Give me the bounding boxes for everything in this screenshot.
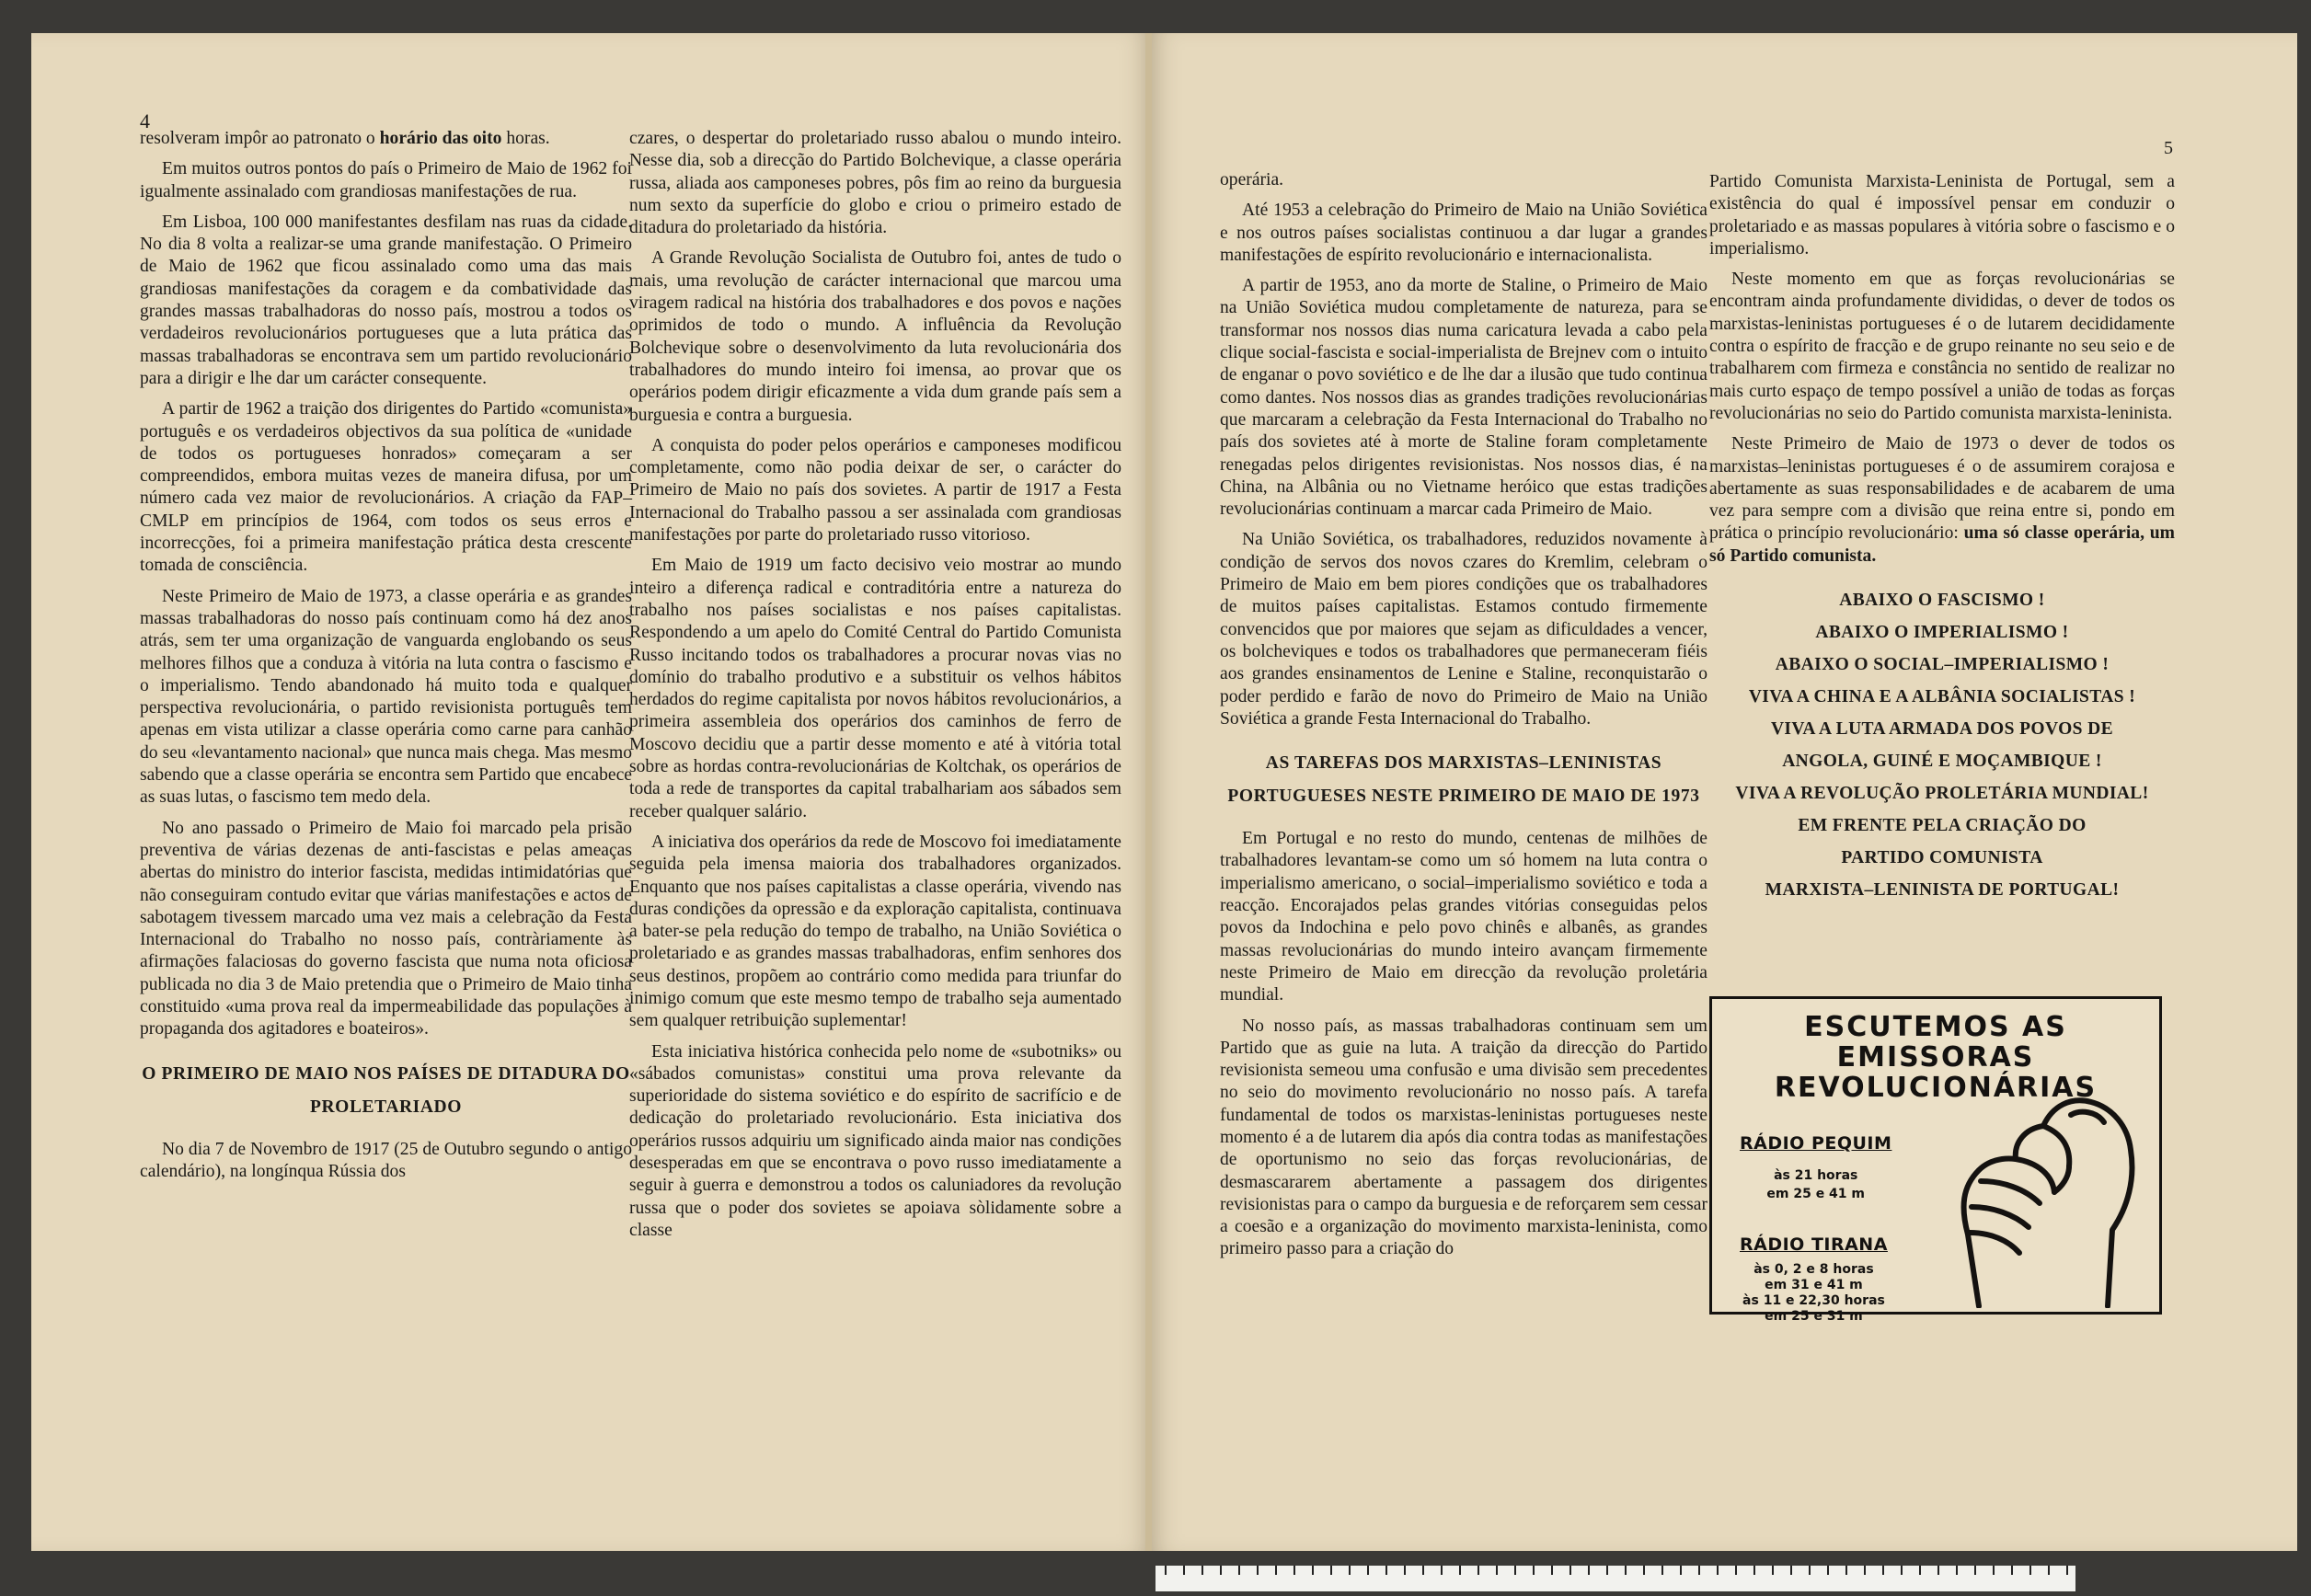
ruler-tick [1312, 1566, 1314, 1575]
paragraph [1709, 269, 2175, 425]
slogans-block [1709, 584, 2175, 906]
slogan-line: ANGOLA, GUINÉ E MOÇAMBIQUE ! [1782, 752, 2102, 772]
paragraph-text: Esta iniciativa histórica conhecida pelo nome de «subotniks» ou «sábados comunistas» constitui uma prova relevante da superioridade do sistema soviético e do espírito de sacrifício e de dedicação do proletariado revolucionário. Esta iniciativa dos operários russos adquiriu um significado ainda maior nas condições desesperadas em que se encontrava o povo russo imediatamente a seguir à guerra e demonstrou a todos os caluniadores da revolução russa que o poder dos sovietes se apoiava sòlidamente sobre a classe [629, 1041, 1121, 1240]
paragraph-text: Neste Primeiro de Maio de 1973 o dever de todos os marxistas–leninistas portugueses é o de assumirem corajosa e abertamente as suas responsabilidades e de acabarem de uma vez para sempre com a divisão que reina entre si, pondo em prática o princípio revolucionário: [1709, 434, 2175, 544]
paragraph [629, 555, 1121, 823]
slogan-line: ABAIXO O SOCIAL–IMPERIALISMO ! [1775, 655, 2110, 675]
paragraph-text: A conquista do poder pelos operários e camponeses modificou completamente, como não podia deixar de ser, o carácter do Primeiro de Maio no país dos sovietes. A partir de 1917 a Festa Internacional do Trabalho passou a ser assinalada com grandiosas manifestações por parte do proletariado russo vitorioso. [629, 435, 1121, 545]
ruler-tick [1772, 1566, 1774, 1575]
paragraph-text: Até 1953 a celebração do Primeiro de Maio na União Soviética e nos outros países socialistas continuou a dar lugar a grandes manifestações de espírito revolucionário e internacionalista. [1220, 201, 1707, 265]
paragraph [1220, 1016, 1707, 1261]
ruler-tick [1698, 1566, 1700, 1575]
ruler-tick [1625, 1566, 1627, 1575]
ruler-tick [1477, 1566, 1479, 1575]
paragraph-text: Na União Soviética, os trabalhadores, reduzidos novamente à condição de servos dos novos czares do Kremlim, celebram o Primeiro de Maio em bem piores condições que os trabalhadores de muitos países capitalistas. Estamos contudo firmemente convencidos que por maiores que sejam as dificuldades a vencer, os bolcheviques e todos os trabalhadores que permaneceram fiéis aos grandes ensinamentos de Lenine e Staline, reconquistarão o poder perdido e farão de novo do Primeiro de Maio na União Soviética a grande Festa Internacional do Trabalho. [1220, 530, 1707, 729]
scale-ruler [1156, 1566, 2075, 1591]
ruler-tick [1661, 1566, 1663, 1575]
paragraph [140, 818, 632, 1041]
ruler-tick [1993, 1566, 1995, 1575]
paragraph [140, 128, 632, 150]
ruler-tick [1165, 1566, 1167, 1575]
paragraph-text: A partir de 1962 a traição dos dirigentes do Partido «comunista» português e os verdadeiros objectivos da sua política de «unidade de todos os portugueses honrados» começaram a ser compreendidos, embora muitas vezes de maneira difusa, por um número cada vez maior de revolucionários. A criação da FAP–CMLP em princípios de 1964, com todos os seus erros e incorrecções, foi a primeira manifestação prática desta crescente tomada de consciência. [140, 399, 632, 576]
paragraph-text: Partido Comunista Marxista-Leninista de Portugal, sem a existência do qual é impossível pensar em conduzir o proletariado e as massas populares à vitória sobre o fascismo e o imperialismo. [1709, 172, 2175, 258]
paragraph [1220, 200, 1707, 267]
paragraph [1220, 529, 1707, 730]
ruler-tick [1680, 1566, 1682, 1575]
paragraph [629, 435, 1121, 546]
paragraph [629, 832, 1121, 1033]
ruler-tick [1956, 1566, 1958, 1575]
ruler-tick [1551, 1566, 1553, 1575]
page-number-left: 4 [140, 109, 150, 132]
paragraph [1709, 171, 2175, 260]
paragraph [629, 247, 1121, 426]
right-column-2 [1709, 171, 2175, 906]
paragraph-text: Em Lisboa, 100 000 manifestantes desfilam nas ruas da cidade. No dia 8 volta a realizar-se uma grande manifestação. O Primeiro de Maio de 1962 que ficou assinalado como uma das mais grandiosas manifestações da coragem e da combatividade das grandes massas trabalhadoras do nosso país, mostrou a todos os verdadeiros revolucionários portugueses que a luta prática das massas trabalhadoras se encontrava sem um partido revolucionário para a dirigir e lhe dar um carácter consequente. [140, 212, 632, 388]
page-number-right: 5 [2164, 138, 2173, 158]
ruler-tick [1459, 1566, 1461, 1575]
slogan-line: ABAIXO O FASCISMO ! [1839, 591, 2045, 611]
paragraph-text-after: horas. [501, 129, 550, 148]
ruler-tick [1257, 1566, 1259, 1575]
section-heading: AS TAREFAS DOS MARXISTAS–LENINISTAS PORTUGUESES NESTE PRIMEIRO DE MAIO DE 1973 [1227, 753, 1700, 807]
right-page [1152, 33, 2297, 1551]
section-heading: O PRIMEIRO DE MAIO NOS PAÍSES DE DITADURA DO PROLETARIADO [142, 1063, 630, 1117]
paragraph [140, 212, 632, 390]
paragraph-text: A partir de 1953, ano da morte de Staline, o Primeiro de Maio na União Soviética mudou completamente de natureza, para se transformar nos nossos dias numa caricatura levada a cabo pela clique social-fascista e social-imperialista de Brejnev com o intuito de enganar o povo soviético e de lhe dar a ilusão que tudo continua como dantes. Nos nossos dias as grandes tradições revolucionárias que marcaram a celebração da Festa Internacional do Trabalho no país dos sovietes até à morte de Staline foram completamente renegadas pelos dirigentes revisionistas. Nos nossos dias, é na China, na Albânia ou no Vietname heróico que estas tradições revolucionárias continuam a marcar cada Primeiro de Maio. [1220, 276, 1707, 520]
ruler-tick [1275, 1566, 1277, 1575]
right-column-1 [1220, 169, 1707, 1269]
radio-pequim-name: RÁDIO PEQUIM [1740, 1133, 1892, 1154]
left-page [31, 33, 1149, 1551]
slogan-line: VIVA A CHINA E A ALBÂNIA SOCIALISTAS ! [1748, 687, 2136, 707]
paragraph-text: Neste Primeiro de Maio de 1973, a classe operária e as grandes massas trabalhadoras do nosso país continuam como há dez anos atrás, sem ter uma organização de vanguarda englobando os seus melhores filhos que a conduza à vitória na luta contra o fascismo e o imperialismo. Tendo abandonado há muito toda e qualquer perspectiva revolucionária, o partido revisionista português tem apenas em vista utilizar a classe operária como carne para canhão do seu «levantamento nacional» que nunca mais chega. Mas mesmo sabendo que a classe operária se encontra sem Partido que encabece as suas lutas, o fascismo tem medo dela. [140, 586, 632, 808]
radio-pequim-time: às 21 horas [1774, 1168, 1858, 1183]
ruler-tick [1606, 1566, 1608, 1575]
ruler-tick [1735, 1566, 1737, 1575]
ruler-tick [1385, 1566, 1387, 1575]
ruler-tick [1293, 1566, 1295, 1575]
ruler-tick [1183, 1566, 1185, 1575]
ruler-tick [1717, 1566, 1719, 1575]
slogan-line: ABAIXO O IMPERIALISMO ! [1815, 623, 2069, 643]
ruler-tick [1349, 1566, 1351, 1575]
paragraph-text: No nosso país, as massas trabalhadoras continuam sem um Partido que as guie na luta. A traição da direcção do Partido revisionista semeou uma confusão e uma divisão sem precedentes no seio do movimento revolucionário no nosso país. A tarefa fundamental de todos os marxistas-leninistas portugueses neste momento é a de lutarem dia após dia contra todas as manifestações de oportunismo no seio das forças revolucionárias, de desmascararem abertamente a passagem dos dirigentes revisionistas para o campo da burguesia e de reforçarem sem cessar a coesão e a organização do movimento marxista-leninista, como primeiro passo para a criação do [1220, 1016, 1707, 1259]
ruler-tick [1330, 1566, 1332, 1575]
ruler-tick [1367, 1566, 1369, 1575]
ruler-tick [1845, 1566, 1847, 1575]
ruler-tick [1790, 1566, 1792, 1575]
ruler-tick [1220, 1566, 1222, 1575]
paragraph-text: No dia 7 de Novembro de 1917 (25 de Outubro segundo o antigo calendário), na longínqua Rússia dos [140, 1139, 632, 1181]
ruler-tick [1827, 1566, 1829, 1575]
radio-tirana-time-2: às 11 e 22,30 horas [1742, 1293, 1885, 1308]
slogan-line: VIVA A LUTA ARMADA DOS POVOS DE [1770, 719, 2114, 740]
paragraph-text: Em muitos outros pontos do país o Primeiro de Maio de 1962 foi igualmente assinalado com grandiosas manifestações de rua. [140, 159, 632, 201]
paragraph-text: A iniciativa dos operários da rede de Moscovo foi imediatamente seguida pela imensa maioria dos trabalhadores organizados. Enquanto que nos países capitalistas a classe operária, vivendo nas duras condições da opressão e da exploração capitalista, continuava a bater-se pela redução do tempo de trabalho, na União Soviética o proletariado e as grandes massas trabalhadoras, enfim senhores dos seus destinos, propõem ao contrário como medida para triunfar do inimigo comum que este mesmo tempo de trabalho seja aumentado sem qualquer retribuição suplementar! [629, 832, 1121, 1031]
paragraph-text: Neste momento em que as forças revolucionárias se encontram ainda profundamente divididas, o dever de todos os marxistas-leninistas portugueses é o de lutarem decididamente contra o espírito de fracção e de grupo reinante no seu seio e de trabalharem com firmeza e constância no sentido de realizar no mais curto espaço de tempo possível a união de todas as forças revolucionárias no seio do Partido comunista marxista-leninista. [1709, 270, 2175, 423]
ruler-tick [1496, 1566, 1498, 1575]
ruler-tick [2029, 1566, 2031, 1575]
paragraph-text: Em Maio de 1919 um facto decisivo veio mostrar ao mundo inteiro a diferença radical e contraditória entre a natureza do trabalho nos países socialistas e nos países capitalistas. Respondendo a um apelo do Comité Central do Partido Comunista Russo incitando todos os trabalhadores a procurar novas vias no domínio do trabalho produtivo e a substituir os velhos hábitos herdados do regime capitalista por novos hábitos revolucionários, a primeira assembleia dos operários dos caminhos de ferro de Moscovo decidiu que a partir desse momento e até à vitória total sobre as hordas contra-revolucionárias de Koltchak, os operários de toda a rede de transportes da capital trabalhariam aos sábados sem receber qualquer salário. [629, 556, 1121, 821]
paragraph [140, 398, 632, 577]
ruler-tick [1864, 1566, 1866, 1575]
paragraph [140, 586, 632, 809]
ruler-tick [1937, 1566, 1939, 1575]
poster-title-line-2: EMISSORAS [1836, 1041, 2035, 1074]
paragraph [1220, 828, 1707, 1006]
slogan-line: EM FRENTE PELA CRIAÇÃO DO [1798, 816, 2087, 836]
paragraph [1709, 433, 2175, 568]
ruler-tick [1533, 1566, 1535, 1575]
ruler-tick [1441, 1566, 1443, 1575]
paragraph-text: Em Portugal e no resto do mundo, centenas de milhões de trabalhadores levantam-se como um só homem na luta contra o imperialismo americano, o social–imperialismo soviético e toda a reacção. Encorajados pelas grandes vitórias conseguidas pelos povos da Indochina e pelo povo chinês e albanês, as grandes massas revolucionárias do mundo inteiro avançam firmemente neste Primeiro de Maio em direcção da revolução proletária mundial. [1220, 829, 1707, 1005]
ruler-tick [2011, 1566, 2013, 1575]
ruler-tick [2066, 1566, 2068, 1575]
ruler-tick [1882, 1566, 1884, 1575]
radio-pequim-block [1740, 1133, 1891, 1203]
ruler-tick [1753, 1566, 1755, 1575]
paragraph-text: czares, o despertar do proletariado russo abalou o mundo inteiro. Nesse dia, sob a direcção do Partido Bolchevique, a classe operária russa, aliada aos camponeses pobres, pôs fim ao reino da burguesia num sexto da superfície do globo e criou o primeiro estado de ditadura do proletariado da história. [629, 129, 1121, 238]
radio-poster [1709, 996, 2162, 1324]
poster-title-line-1: ESCUTEMOS AS [1804, 1011, 2067, 1043]
left-column-1 [140, 128, 632, 1191]
paragraph [140, 1139, 632, 1184]
paragraph-text: No ano passado o Primeiro de Maio foi marcado pela prisão preventiva de várias dezenas de anti-fascistas e pelas ameaças abertas do ministro do interior fascista, medidas intimidatórias que não conseguiram contudo evitar que várias manifestações e actos de sabotagem tivessem marcado uma vez mais a celebração da Festa Internacional do Trabalho no nosso país, contràriamente às afirmações falaciosas do governo fascista que numa nota oficiosa publicada no dia 3 de Maio pretendia que o Primeiro de Maio tinha constituido «uma prova real da impermeabilidade das populações à propaganda dos agitadores e boateiros». [140, 818, 632, 1039]
slogan-line: PARTIDO COMUNISTA [1841, 848, 2043, 868]
radio-pequim-band: em 25 e 41 m [1766, 1187, 1866, 1201]
ruler-tick [1809, 1566, 1811, 1575]
paragraph [629, 1041, 1121, 1243]
radio-tirana-block [1740, 1234, 1888, 1325]
ruler-tick [1569, 1566, 1571, 1575]
paragraph [1220, 169, 1707, 191]
paragraph [1220, 275, 1707, 521]
left-column-2 [629, 128, 1121, 1250]
paragraph [629, 128, 1121, 239]
radio-tirana-name: RÁDIO TIRANA [1740, 1234, 1888, 1255]
right-column-2-text [1709, 171, 2175, 568]
paragraph-bold-text: uma só classe operária, um só Partido comunista. [1709, 523, 2175, 566]
ruler-tick [1588, 1566, 1590, 1575]
ruler-tick [1422, 1566, 1424, 1575]
ruler-tick [1404, 1566, 1406, 1575]
raised-fist-icon [1924, 1078, 2154, 1308]
ruler-tick [1514, 1566, 1516, 1575]
ruler-tick [1643, 1566, 1645, 1575]
paragraph-text: A Grande Revolução Socialista de Outubro foi, antes de tudo o mais, uma revolução de carácter internacional que marcou uma viragem radical na história dos trabalhadores e dos povos e nações oprimidos de todo o mundo. A influência da Revolução Bolchevique sobre o desenvolvimento da luta revolucionária dos trabalhadores do mundo inteiro foi imensa, ao provar que os operários podem dirigir eficazmente a vida dum grande país sem a burguesia e contra a burguesia. [629, 248, 1121, 425]
paragraph [140, 158, 632, 203]
radio-tirana-band-1: em 31 e 41 m [1765, 1278, 1863, 1292]
ruler-tick [1238, 1566, 1240, 1575]
paragraph-text: resolveram impôr ao patronato o [140, 129, 380, 148]
ruler-tick [1919, 1566, 1921, 1575]
paragraph-bold-text: horário das oito [379, 129, 502, 148]
radio-tirana-band-2: em 25 e 31 m [1765, 1309, 1863, 1324]
ruler-tick [2048, 1566, 2050, 1575]
slogan-line: MARXISTA–LENINISTA DE PORTUGAL! [1765, 880, 2120, 901]
ruler-tick [1201, 1566, 1203, 1575]
poster-title-line-3: REVOLUCIONÁRIAS [1774, 1072, 2098, 1104]
slogan-line: VIVA A REVOLUÇÃO PROLETÁRIA MUNDIAL! [1735, 784, 2149, 804]
radio-tirana-time-1: às 0, 2 e 8 horas [1753, 1262, 1874, 1277]
ruler-tick [1974, 1566, 1976, 1575]
ruler-tick [1901, 1566, 1903, 1575]
paragraph-text: operária. [1220, 170, 1284, 189]
